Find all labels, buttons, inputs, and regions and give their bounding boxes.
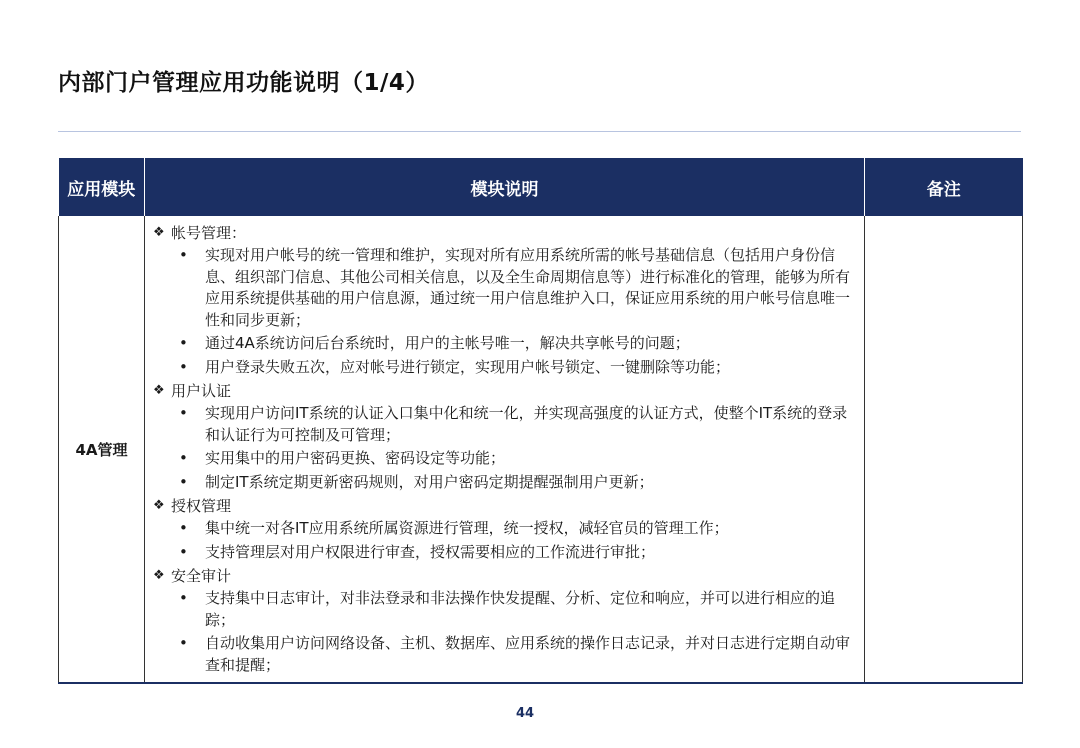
table-row: [59, 216, 1023, 683]
page-number: 44: [515, 706, 535, 721]
list-item-text: 实现对用户帐号的统一管理和维护，实现对所有应用系统所需的帐号基础信息（包括用户身份信息、组织部门信息、其他公司相关信息，以及全生命周期信息等）进行标准化的管理，能够为所有应用系统提供基础的用户信息源，通过统一用户信息维护入口，保证应用系统的用户帐号信息唯一性和同步更新；: [205, 246, 851, 329]
bullet-dot-icon: •: [179, 404, 188, 422]
bullet-dot-icon: •: [179, 542, 188, 561]
diamond-bullet-icon: ❖: [153, 498, 165, 513]
list-item-text: 制定IT系统定期更新密码规则，对用户密码定期提醒强制用户更新；: [205, 472, 654, 491]
list-item-text: 支持集中日志审计，对非法登录和非法操作快发提醒、分析、定位和响应，并可以进行相应的追踪；: [205, 589, 836, 629]
section-heading: [153, 565, 852, 587]
list-item: [153, 448, 852, 470]
module-name-cell: 4A管理: [59, 216, 145, 683]
bullet-dot-icon: •: [179, 519, 188, 537]
header-description: 模块说明: [145, 158, 865, 216]
bullet-dot-icon: •: [179, 246, 188, 264]
list-item: [153, 403, 852, 446]
list-item: [153, 542, 852, 564]
module-description-cell: [145, 216, 865, 683]
page-title: 内部门户管理应用功能说明（1/4）: [58, 70, 429, 96]
diamond-bullet-icon: ❖: [153, 568, 165, 583]
header-remark: 备注: [865, 158, 1023, 216]
list-item: [153, 633, 852, 676]
table-header-row: [59, 158, 1023, 216]
bullet-dot-icon: •: [179, 334, 188, 352]
diamond-bullet-icon: ❖: [153, 225, 165, 240]
bullet-dot-icon: •: [179, 472, 188, 491]
list-item: [153, 333, 852, 355]
list-item-text: 实现用户访问IT系统的认证入口集中化和统一化，并实现高强度的认证方式，使整个IT系统的登录和认证行为可控制及可管理；: [205, 404, 848, 444]
list-item-text: 通过4A系统访问后台系统时，用户的主帐号唯一，解决共享帐号的问题；: [205, 334, 690, 352]
remark-cell: [865, 216, 1023, 683]
section-heading-text: 用户认证: [171, 382, 232, 400]
list-item-text: 用户登录失败五次，应对帐号进行锁定，实现用户帐号锁定、一键删除等功能；: [205, 357, 731, 376]
list-item: [153, 245, 852, 331]
bullet-dot-icon: •: [179, 449, 188, 467]
title-divider: [58, 131, 1021, 132]
section-heading: [153, 495, 852, 517]
section-heading-text: 安全审计: [171, 567, 232, 585]
list-item-text: 实用集中的用户密码更换、密码设定等功能；: [205, 449, 506, 467]
bullet-dot-icon: •: [179, 634, 188, 652]
header-module: 应用模块: [59, 158, 145, 216]
diamond-bullet-icon: ❖: [153, 383, 165, 398]
bullet-dot-icon: •: [179, 357, 188, 376]
list-item: [153, 357, 852, 379]
bullet-dot-icon: •: [179, 589, 188, 607]
function-table: [58, 158, 1023, 684]
list-item-text: 自动收集用户访问网络设备、主机、数据库、应用系统的操作日志记录，并对日志进行定期自动审查和提醒；: [205, 634, 851, 674]
list-item: [153, 472, 852, 494]
list-item-text: 支持管理层对用户权限进行审查，授权需要相应的工作流进行审批；: [205, 542, 656, 561]
section-heading: [153, 380, 852, 402]
list-item: [153, 518, 852, 540]
list-item-text: 集中统一对各IT应用系统所属资源进行管理，统一授权，减轻官员的管理工作；: [205, 519, 729, 537]
list-item: [153, 588, 852, 631]
section-heading-text: 授权管理: [171, 497, 232, 515]
section-heading: [153, 222, 852, 244]
section-heading-text: 帐号管理：: [171, 224, 247, 242]
